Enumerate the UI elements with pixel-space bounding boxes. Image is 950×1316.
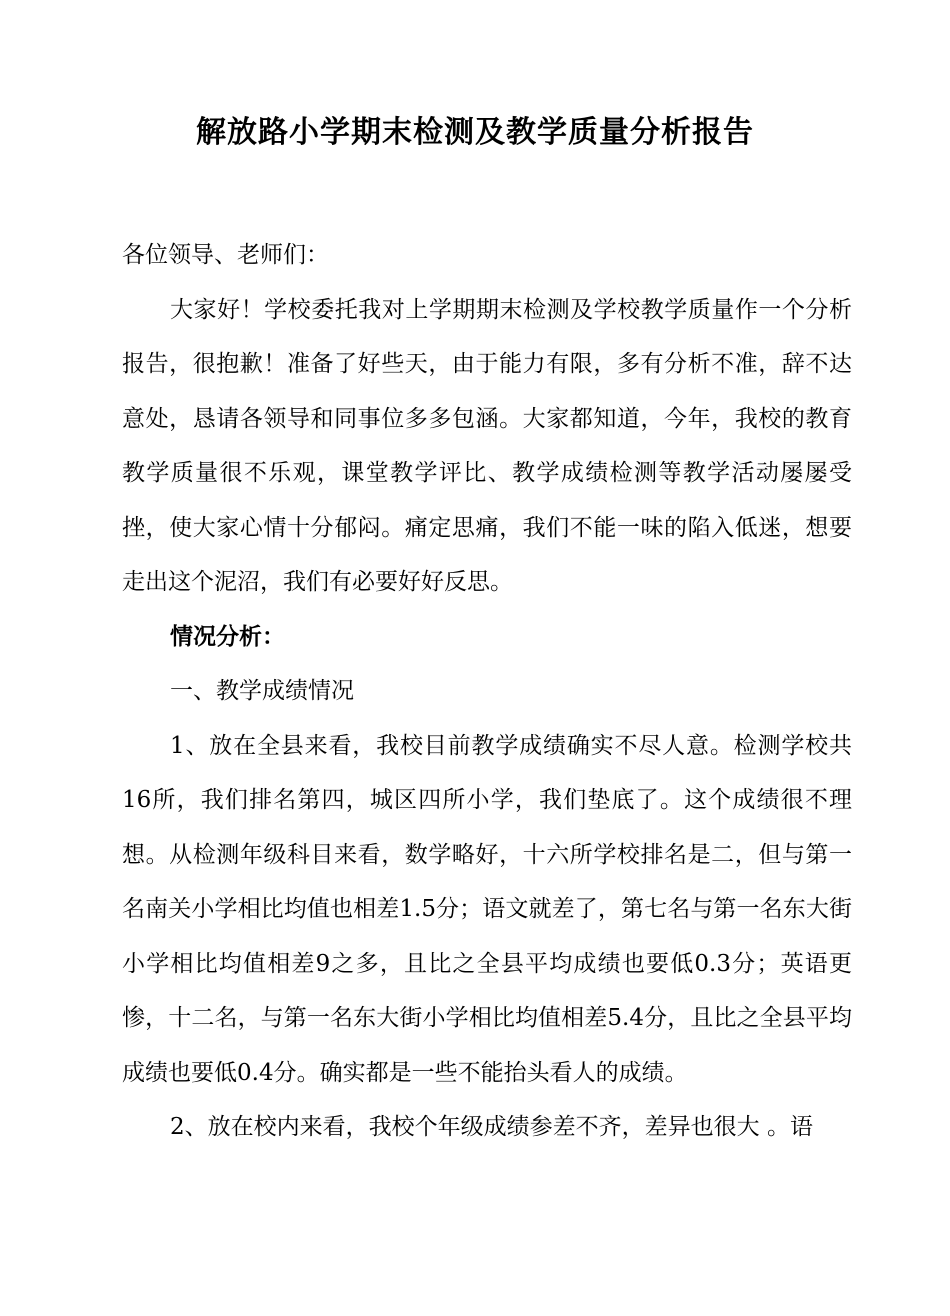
analysis-heading: 情况分析： (170, 622, 285, 650)
document-body (122, 228, 852, 1155)
section-one-heading: 一、教学成绩情况 (170, 678, 354, 704)
intro-paragraph: 大家好！学校委托我对上学期期末检测及学校教学质量作一个分析报告，很抱歉！准备了好些天，由于能力有限，多有分析不准，辞不达意处，恳请各领导和同事位多多包涵。大家都知道，今年，我校的教育教学质量很不乐观，课堂教学评比、教学成绩检测等教学活动屡屡受挫，使大家心情十分郁闷。痛定思痛，我们不能一味的陷入低迷，想要走出这个泥沼，我们有必要好好反思。 (122, 296, 852, 595)
salutation: 各位领导、老师们： (122, 242, 329, 268)
point-two-paragraph: 2、放在校内来看，我校个年级成绩参差不齐，差异也很大 。语 (170, 1114, 813, 1140)
point-one-paragraph: 1、放在全县来看，我校目前教学成绩确实不尽人意。检测学校共16所，我们排名第四，城区四所小学，我们垫底了。这个成绩很不理想。从检测年级科目来看，数学略好，十六所学校排名是二，但与第一名南关小学相比均值也相差1.5分；语文就差了，第七名与第一名东大街小学相比均值相差9之多，且比之全县平均成绩也要低0.3分；英语更惨，十二名，与第一名东大街小学相比均值相差5.4分，且比之全县平均成绩也要低0.4分。确实都是一些不能抬头看人的成绩。 (122, 732, 852, 1086)
document-title: 解放路小学期末检测及教学质量分析报告 (196, 115, 754, 150)
